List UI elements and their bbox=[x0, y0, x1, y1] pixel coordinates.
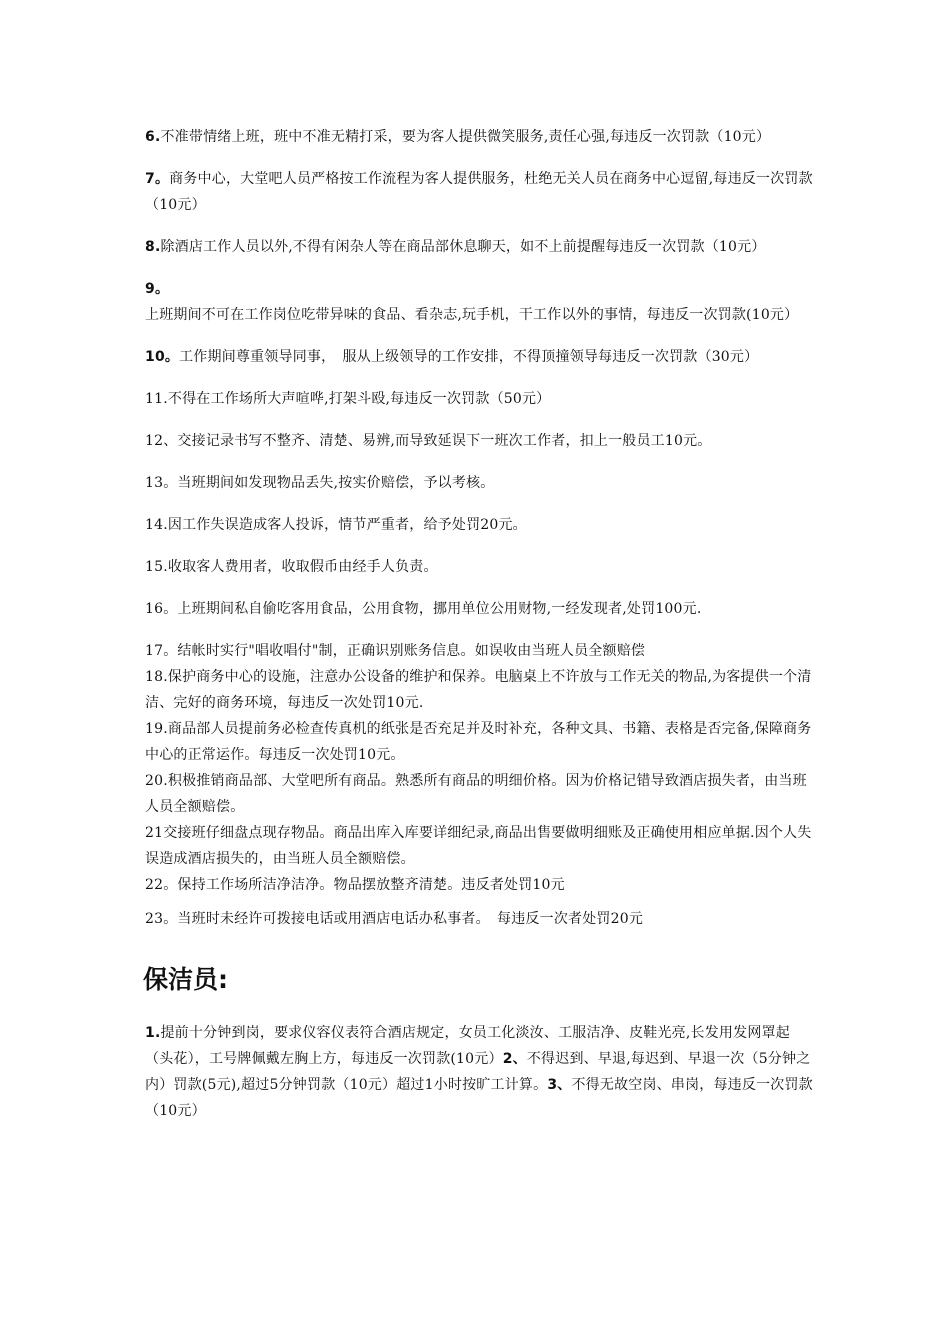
rule-text: 13。当班期间如发现物品丢失,按实价赔偿，予以考核。 bbox=[145, 475, 495, 491]
rule-14 bbox=[145, 512, 817, 538]
rule-9 bbox=[145, 276, 817, 328]
rule-text: 除酒店工作人员以外,不得有闲杂人等在商品部休息聊天，如不上前提醒每违反一次罚款（10元） bbox=[160, 239, 766, 255]
rule-21: 21交接班仔细盘点现存物品。商品出库入库要详细纪录,商品出售要做明细账及正确使用相应单据.因个人失误造成酒店损失的，由当班人员全额赔偿。 bbox=[145, 825, 812, 867]
rule-23: 23。当班时未经许可拨接电话或用酒店电话办私事者。 每违反一次者处罚20元 bbox=[145, 911, 644, 927]
rule-text: 不得迟到、早退,每迟到、早退一次（5分钟之内）罚款(5元),超过5分钟罚款（10元）超过1小时按旷工计算。 bbox=[145, 1051, 811, 1093]
rule-text: 上班期间不可在工作岗位吃带异味的食品、看杂志,玩手机，干工作以外的事情，每违反一次罚款(10元） bbox=[145, 307, 799, 323]
cleaner-rules bbox=[145, 1020, 817, 1124]
rule-number: 2、 bbox=[502, 1051, 527, 1067]
rule-text: 12、交接记录书写不整齐、清楚、易辨,而导致延误下一班次工作者，扣上一般员工10元。 bbox=[145, 433, 712, 449]
rule-19: 19.商品部人员提前务必检查传真机的纸张是否充足并及时补充，各种文具、书籍、表格是否完备,保障商务中心的正常运作。每违反一次处罚10元。 bbox=[145, 721, 812, 763]
rule-number: 6. bbox=[145, 129, 161, 145]
rule-8 bbox=[145, 234, 817, 260]
rule-number: 7。 bbox=[145, 171, 170, 187]
rule-text: 11.不得在工作场所大声喧哗,打架斗殴,每违反一次罚款（50元） bbox=[145, 391, 551, 407]
rule-18: 18.保护商务中心的设施，注意办公设备的维护和保养。电脑桌上不许放与工作无关的物品,为客提供一个清洁、完好的商务环境，每违反一次处罚10元. bbox=[145, 669, 812, 711]
rule-17: 17。结帐时实行"唱收唱付"制，正确识别账务信息。如误收由当班人员全额赔偿 bbox=[145, 643, 646, 659]
rule-number: 10。 bbox=[145, 349, 180, 365]
rule-20: 20.积极推销商品部、大堂吧所有商品。熟悉所有商品的明细价格。因为价格记错导致酒店损失者，由当班人员全额赔偿。 bbox=[145, 773, 807, 815]
rule-22: 22。保持工作场所洁净洁净。物品摆放整齐清楚。违反者处罚10元 bbox=[145, 877, 565, 893]
rule-text: 商务中心，大堂吧人员严格按工作流程为客人提供服务，杜绝无关人员在商务中心逗留,每违反一次罚款（10元） bbox=[145, 171, 813, 213]
rule-11 bbox=[145, 386, 817, 412]
rule-text: 不准带情绪上班，班中不准无精打采，要为客人提供微笑服务,责任心强,每违反一次罚款（10元） bbox=[160, 129, 771, 145]
rule-number: 3、 bbox=[547, 1077, 572, 1093]
rule-10 bbox=[145, 344, 817, 370]
rule-number: 1. bbox=[145, 1025, 161, 1041]
rule-text: 提前十分钟到岗，要求仪容仪表符合酒店规定，女员工化淡汝、工服洁净、皮鞋光亮,长发用发网罩起（头花），工号牌佩戴左胸上方，每违反一次罚款(10元） bbox=[145, 1025, 790, 1067]
rule-text: 不得无故空岗、串岗，每违反一次罚款（10元） bbox=[145, 1077, 813, 1119]
rule-7 bbox=[145, 166, 817, 218]
rule-text: 14.因工作失误造成客人投诉，情节严重者，给予处罚20元。 bbox=[145, 517, 527, 533]
rule-16 bbox=[145, 596, 817, 622]
rule-number: 8. bbox=[145, 239, 161, 255]
document-content bbox=[145, 124, 817, 1140]
rule-6 bbox=[145, 124, 817, 150]
section-title-cleaner: 保洁员: bbox=[143, 965, 228, 994]
rule-text: 16。上班期间私自偷吃客用食品，公用食物，挪用单位公用财物,一经发现者,处罚100元. bbox=[145, 601, 702, 617]
rule-13 bbox=[145, 470, 817, 496]
rule-text: 15.收取客人费用者，收取假币由经手人负责。 bbox=[145, 559, 438, 575]
rule-15 bbox=[145, 554, 817, 580]
rule-text: 工作期间尊重领导同事， 服从上级领导的工作安排，不得顶撞领导每违反一次罚款（30元） bbox=[179, 349, 759, 365]
rule-12 bbox=[145, 428, 817, 454]
rule-number: 9。 bbox=[145, 281, 170, 297]
